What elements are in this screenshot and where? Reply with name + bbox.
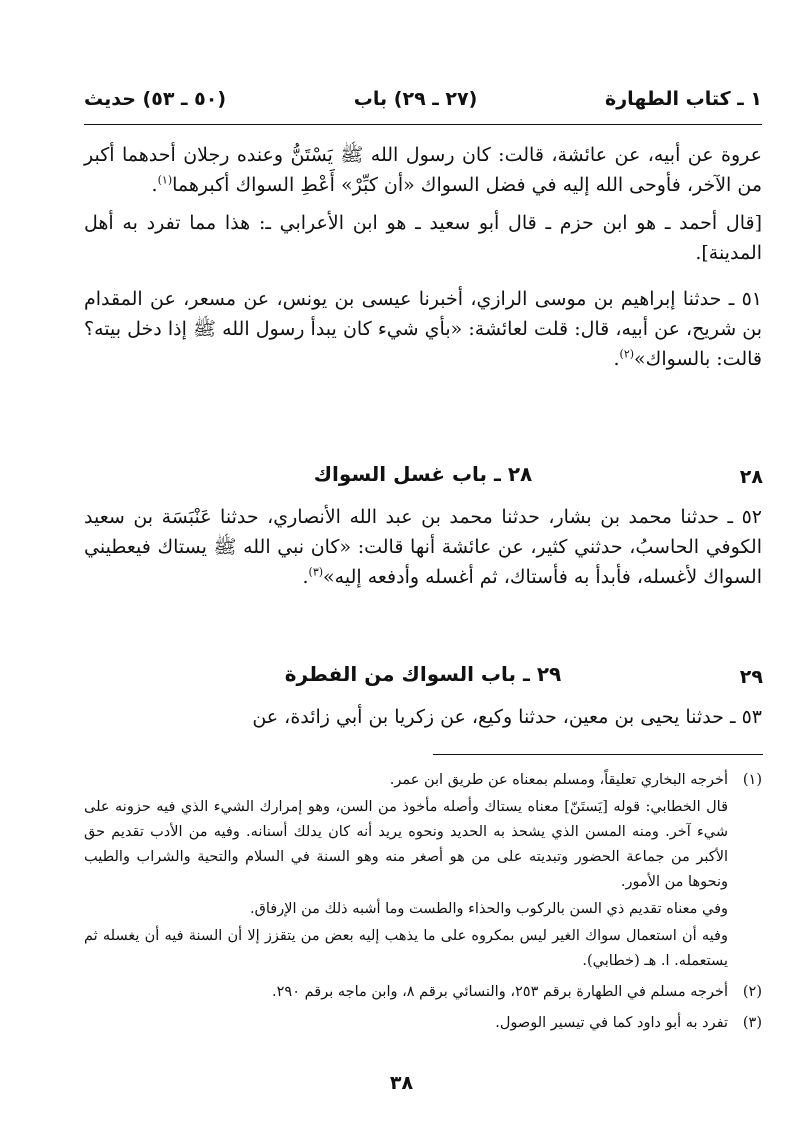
- section-29-heading: [0, 662, 803, 696]
- header-chapters-range: (٢٧ ـ ٢٩) باب: [353, 88, 478, 110]
- footnote-2-number: (٢): [742, 984, 762, 1000]
- hadith-53-text: ٥٣ ـ حدثنا يحيى بن معين، حدثنا وكيع، عن زكريا بن أبي زائدة، عن: [252, 706, 762, 728]
- footnote-ref-2[interactable]: (٢): [619, 347, 635, 361]
- page-number: ٣٨: [389, 1072, 414, 1094]
- footnote-1-number: (١): [742, 772, 762, 788]
- section-28-title: ٢٨ ـ باب غسل السواك: [313, 462, 533, 486]
- hadith-53: [84, 702, 762, 732]
- section-28-heading: [0, 462, 803, 496]
- footnote-2: [84, 980, 762, 1007]
- footnote-1-para: وفيه أن استعمال سواك الغير ليس بمكروه على ما يذهب إليه بعض من يتقزز إلا أن السنة فيه أن يغسله ثم يستعمله. ا. هـ (خطابي).: [84, 928, 728, 969]
- footnote-1-para: أخرجه البخاري تعليقاً، ومسلم بمعناه عن طريق ابن عمر.: [389, 772, 728, 788]
- hadith-51: [84, 284, 762, 374]
- hadith-52: [84, 502, 762, 592]
- footnote-3-number: (٣): [742, 1015, 762, 1031]
- narrator-note: [قال أحمد ـ هو ابن حزم ـ قال أبو سعيد ـ هو ابن الأعرابي ـ: هذا مما تفرد به أهل المدينة].: [84, 212, 762, 264]
- section-28-margin-number: ٢٨: [739, 466, 763, 488]
- footnote-2-para: أخرجه مسلم في الطهارة برقم ٢٥٣، والنسائي برقم ٨، وابن ماجه برقم ٢٩٠.: [272, 984, 728, 1000]
- running-header: [84, 84, 762, 114]
- hadith-52-end: .: [302, 566, 309, 588]
- footnote-ref-3[interactable]: (٣): [308, 565, 324, 579]
- section-29-margin-number: ٢٩: [739, 666, 763, 688]
- footnote-divider: [433, 754, 763, 755]
- hadith-50-continuation: [84, 140, 762, 200]
- footnotes: [84, 768, 762, 1042]
- hadith-51-text: ٥١ ـ حدثنا إبراهيم بن موسى الرازي، أخبرنا عيسى بن يونس، عن مسعر، عن المقدام بن شريح، عن أبيه، قال: قلت لعائشة: «بأي شيء كان يبدأ رسول الله ﷺ إذا دخل بيته؟ قالت: بالسواك»: [84, 288, 762, 370]
- hadith-50-text: عروة عن أبيه، عن عائشة، قالت: كان رسول الله ﷺ يَسْتَنُّ وعنده رجلان أحدهما أكبر من الآخر، فأوحى الله إليه في فضل السواك «أن كبِّرْ» أَعْطِ السواك أكبرهما: [84, 144, 762, 196]
- footnote-1: [84, 768, 762, 976]
- hadith-50-end: .: [151, 174, 158, 196]
- hadith-52-text: ٥٢ ـ حدثنا محمد بن بشار، حدثنا محمد بن عبد الله الأنصاري، حدثنا عَنْبَسَة بن سعيد الكوفي الحاسبُ، حدثني كثير، عن عائشة أنها قالت: «كان نبي الله ﷺ يستاك فيعطيني السواك لأغسله، فأبدأ به فأستاك، ثم أغسله وأدفعه إليه»: [84, 506, 762, 588]
- section-29-title: ٢٩ ـ باب السواك من الفطرة: [284, 662, 562, 686]
- footnote-ref-1[interactable]: (١): [157, 173, 173, 187]
- footnote-1-para: قال الخطابي: قوله [يَستَنّ] معناه يستاك وأصله مأخوذ من السن، وهو إمرارك الشيء الذي فيه حزونه على شيء آخر. ومنه المسن الذي يشحذ به الحديد ونحوه يريد أنه كان يدلك أسنانه. وفيه من الأدب تقديم حق الأكبر من جماعة الحضور وتبديته على من هو أصغر منه وهو السنة في السلام والتحية والشراب والطيب ونحوها من الأمور.: [84, 799, 728, 890]
- footnote-1-para: وفي معناه تقديم ذي السن بالركوب والحذاء والطست وما أشبه ذلك من الإرفاق.: [250, 901, 728, 917]
- header-hadith-range: (٥٠ ـ ٥٣) حديث: [84, 88, 227, 110]
- footnote-3: [84, 1011, 762, 1038]
- hadith-51-end: .: [613, 348, 620, 370]
- header-chapter: ١ ـ كتاب الطهارة: [605, 88, 762, 110]
- main-text-top: [84, 140, 762, 390]
- footnote-3-para: تفرد به أبو داود كما في تيسير الوصول.: [495, 1015, 728, 1031]
- header-divider: [84, 124, 762, 125]
